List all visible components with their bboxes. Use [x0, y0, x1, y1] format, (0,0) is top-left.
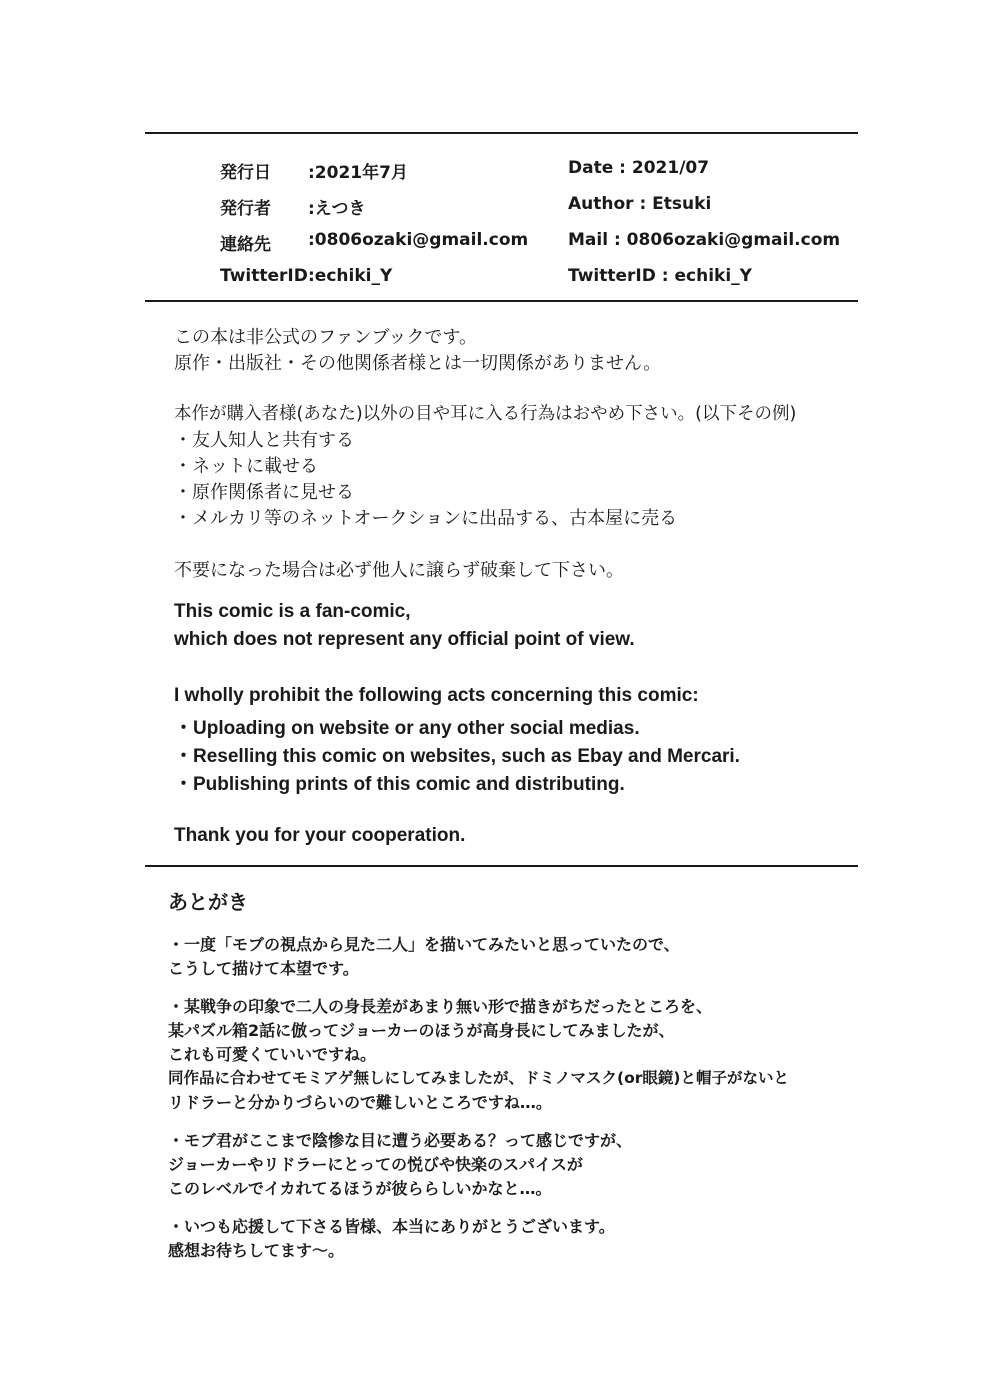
- afterword-line: リドラーと分かりづらいので難しいところですね…。: [168, 1093, 552, 1112]
- notice-jp-line: ・原作関係者に見せる: [174, 482, 354, 503]
- notice-en-line: ・Uploading on website or any other social medias.: [174, 718, 640, 739]
- colophon-value-publisher: :えつき: [308, 199, 366, 219]
- afterword-line: 感想お待ちしてます〜。: [168, 1241, 345, 1260]
- notice-en-line: I wholly prohibit the following acts concerning this comic:: [174, 685, 699, 706]
- colophon-value-issue-date: :2021年7月: [308, 163, 408, 183]
- divider-colophon-bottom: [145, 300, 858, 302]
- colophon-value-contact: :0806ozaki@gmail.com: [308, 230, 529, 250]
- afterword-line: ・某戦争の印象で二人の身長差があまり無い形で描きがちだったところを、: [168, 997, 713, 1016]
- afterword-line: ・モブ君がここまで陰惨な目に遭う必要ある？って感じですが、: [168, 1131, 633, 1150]
- afterword-line: ・いつも応援して下さる皆様、本当にありがとうございます。: [168, 1217, 615, 1236]
- colophon-date-en: Date : 2021/07: [568, 158, 710, 178]
- colophon-label-twitter: TwitterID: [220, 266, 308, 286]
- divider-top: [145, 132, 858, 134]
- afterword-line: 某パズル箱2話に倣ってジョーカーのほうが高身長にしてみましたが、: [168, 1021, 675, 1040]
- colophon-label-issue-date: 発行日: [220, 163, 271, 183]
- notice-jp-line: ・ネットに載せる: [174, 456, 318, 477]
- notice-jp-line: ・メルカリ等のネットオークションに出品する、古本屋に売る: [174, 508, 678, 529]
- afterword-line: こうして描けて本望です。: [168, 959, 359, 978]
- afterword-heading: あとがき: [168, 890, 248, 914]
- notice-en-line: Thank you for your cooperation.: [174, 825, 466, 846]
- divider-notice-bottom: [145, 865, 858, 867]
- notice-en-line: ・Publishing prints of this comic and distributing.: [174, 774, 625, 795]
- colophon-value-twitter: :echiki_Y: [308, 266, 393, 286]
- colophon-mail-en: Mail : 0806ozaki@gmail.com: [568, 230, 841, 250]
- notice-jp-line: 本作が購入者様(あなた)以外の目や耳に入る行為はおやめ下さい。(以下その例): [174, 404, 797, 424]
- notice-jp-line: ・友人知人と共有する: [174, 430, 354, 451]
- notice-en-line: which does not represent any official point of view.: [174, 629, 635, 650]
- colophon-author-en: Author : Etsuki: [568, 194, 712, 214]
- colophon-twitter-en: TwitterID : echiki_Y: [568, 266, 752, 286]
- notice-jp-line: 不要になった場合は必ず他人に譲らず破棄して下さい。: [174, 560, 624, 581]
- notice-en-line: This comic is a fan-comic,: [174, 601, 411, 622]
- afterword-line: 同作品に合わせてモミアゲ無しにしてみましたが、ドミノマスク(or眼鏡)と帽子がないと: [168, 1069, 789, 1087]
- notice-en-line: ・Reselling this comic on websites, such as Ebay and Mercari.: [174, 746, 740, 767]
- notice-jp-line: 原作・出版社・その他関係者様とは一切関係がありません。: [174, 353, 662, 374]
- colophon-label-publisher: 発行者: [220, 199, 271, 219]
- colophon-label-contact: 連絡先: [220, 235, 271, 255]
- afterword-line: これも可愛くていいですね。: [168, 1045, 377, 1064]
- afterword-line: このレベルでイカれてるほうが彼ららしいかなと…。: [168, 1179, 552, 1198]
- notice-jp-line: この本は非公式のファンブックです。: [174, 327, 477, 348]
- afterword-line: ・一度「モブの視点から見た二人」を描いてみたいと思っていたので、: [168, 935, 680, 954]
- afterword-line: ジョーカーやリドラーにとっての悦びや快楽のスパイスが: [168, 1155, 583, 1174]
